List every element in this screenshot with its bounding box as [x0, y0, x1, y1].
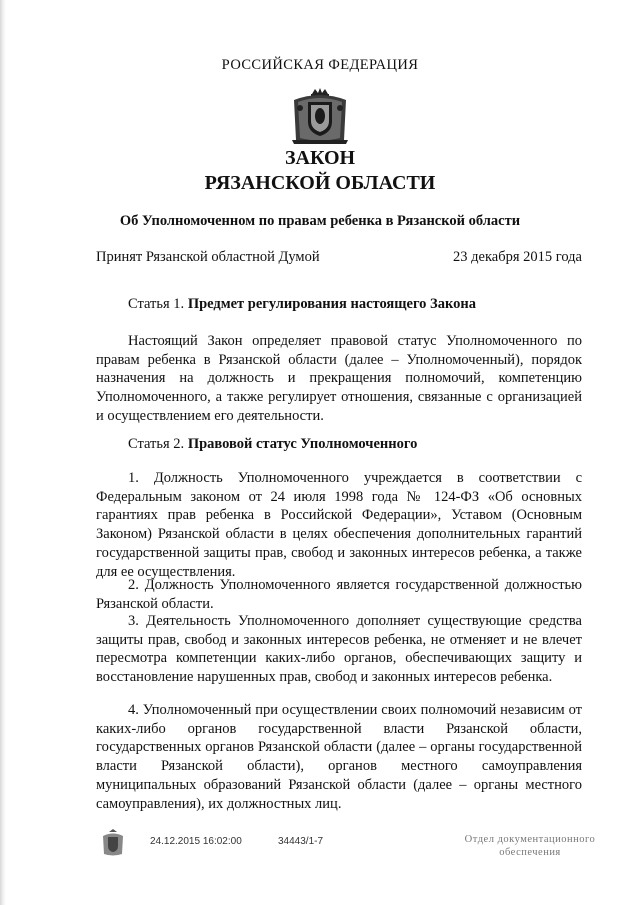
department-stamp-line1: Отдел документационного: [464, 834, 596, 845]
article-2-paragraph-3: 3. Деятельность Уполномоченного дополняет существующие средства защиты прав, свобод и законных интересов ребенка, не отменяет и не влечет пересмотра компетенции каких-либо органов, обеспечивающих защиту и восстановление нарушенных прав, свобод и законных интересов ребенка.: [96, 613, 582, 686]
article-2-paragraph-1: 1. Должность Уполномоченного учреждается в соответствии с Федеральным законом от 24 июля 1998 года № 124-ФЗ «Об основных гарантиях прав ребенка в Российской Федерации», Уставом (Основным Законом) Рязанской области в целях обеспечения дополнительных гарантий государственной защиты прав, свобод и законных интересов ребенка, а также для ее осуществления.: [96, 470, 582, 580]
adoption-date: 23 декабря 2015 года: [453, 249, 582, 265]
article-1-prefix: Статья 1.: [128, 296, 188, 312]
law-title-line1: ЗАКОН: [284, 147, 356, 169]
adopted-by: Принят Рязанской областной Думой: [96, 249, 320, 265]
law-title-line2: РЯЗАНСКОЙ ОБЛАСТИ: [204, 172, 436, 194]
adoption-line: [96, 249, 582, 266]
stamp-emblem-icon: [100, 828, 126, 858]
registration-timestamp: 24.12.2015 16:02:00: [150, 836, 242, 847]
country-heading: РОССИЙСКАЯ ФЕДЕРАЦИЯ: [221, 57, 419, 73]
article-2-title: Правовой статус Уполномоченного: [187, 436, 418, 452]
law-subject: Об Уполномоченном по правам ребенка в Рязанской области: [119, 213, 521, 229]
article-2-prefix: Статья 2.: [128, 436, 188, 452]
article-2-heading: [128, 436, 417, 453]
coat-of-arms-icon: [288, 86, 352, 146]
article-2-paragraph-4: 4. Уполномоченный при осуществлении своих полномочий независим от каких-либо органов государственной власти Рязанской области, государственных органов Рязанской области (далее – органы государственной власти Рязанской области), органов местного самоуправления муниципальных образований Рязанской области (далее – органы местного самоуправления), их должностных лиц.: [96, 702, 582, 812]
article-2-paragraph-2: 2. Должность Уполномоченного является государственной должностью Рязанской области.: [96, 577, 582, 612]
article-1-title: Предмет регулирования настоящего Закона: [187, 296, 476, 312]
article-1-paragraph: Настоящий Закон определяет правовой статус Уполномоченного по правам ребенка в Рязанской области (далее – Уполномоченный), порядок назначения на должность и прекращения полномочий, компетенцию Уполномоченного, а также регулирует отношения, связанные с организацией и осуществлением его деятельности.: [96, 333, 582, 424]
article-1-heading: [128, 296, 476, 313]
law-title: [0, 146, 640, 196]
department-stamp: [440, 833, 620, 859]
registration-number: 34443/1-7: [278, 836, 324, 847]
department-stamp-line2: обеспечения: [499, 847, 561, 858]
